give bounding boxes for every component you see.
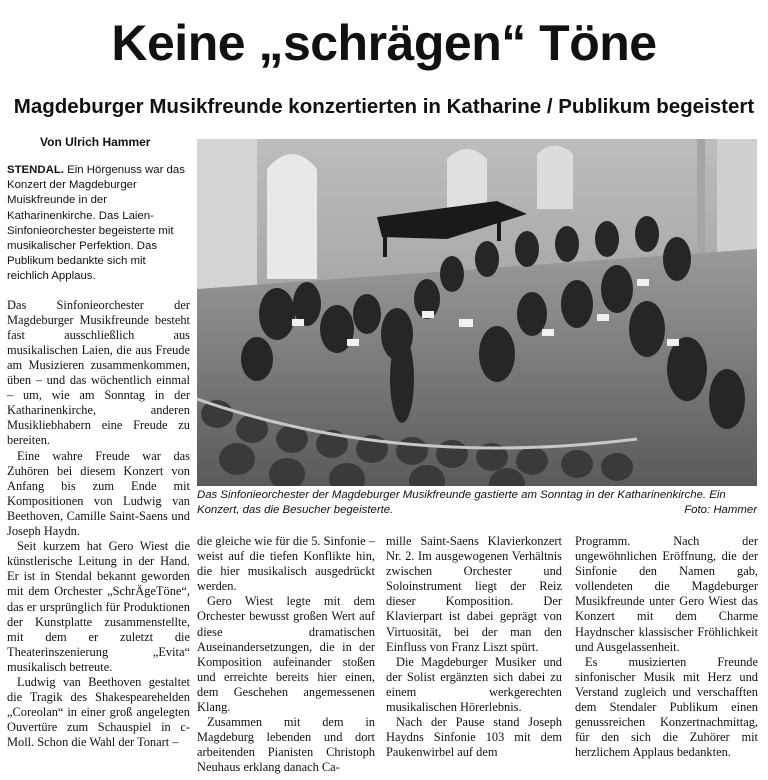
lead-text: Ein Hörgenuss war das Konzert der Magdeburger Muiskfreunde in der Katharinenkirche. Das Laien-Sinfonieorchester begeisterte mit musikalischer Perfektion. Das Publikum bedankte sich mit reichlich Applaus.: [7, 164, 185, 283]
body-paragraph: Ludwig van Beethoven gestaltet die Tragik des Shakespearehelden „Coreolan“ in einer groß angelegten Ouvertüre zum Schauspiel in c-Moll. Schon die Wahl der Tonart –: [7, 674, 190, 750]
body-paragraph: Programm. Nach der ungewöhnlichen Eröffnung, die der Sinfonie den Namen gab, vollendeten die Magdeburger Musikfreunde unter Gero Wiest das Konzert mit dem Charme Haydnscher klassischer Fröhlichkeit und Ausgelassenheit.: [575, 534, 758, 654]
orchestra-photo: [197, 139, 757, 486]
body-paragraph: Zusammen mit dem in Magdeburg lebenden und dort arbeitenden Pianisten Christoph Neuhaus erklang danach Ca-: [197, 715, 375, 775]
column-1: [7, 163, 190, 750]
headline: Keine „schrägen“ Töne: [111, 15, 657, 71]
body-paragraph: Das Sinfonieorchester der Magdeburger Musikfreunde besteht fast ausschließlich aus musikalischen Laien, die aus Freude am Musizieren zusammenkommen, üben – und das wöchentlich einmal – um, wie am Sonntag in der Katharinenkirche, anderen Musikliebhabern eine Freude zu bereiten.: [7, 297, 190, 448]
photo-caption: [197, 488, 757, 517]
dateline: STENDAL.: [7, 164, 64, 176]
column-4: [575, 534, 758, 760]
orchestra-photo-image: [197, 139, 757, 486]
body-paragraph: mille Saint-Saens Klavierkonzert Nr. 2. Im ausgewogenen Verhältnis zwischen Orchester und Soloinstrument liegt der Reiz dieser Komposition. Der Klavierpart ist dabei geprägt von Virtuosität, bei der man den Einfluss von Franz Liszt spürt.: [386, 534, 562, 654]
body-paragraph: Die Magdeburger Musiker und der Solist ergänzten sich dabei zu einem werkgerechten musikalischen Hörerlebnis.: [386, 654, 562, 715]
lead-paragraph: [7, 163, 190, 285]
caption-text: Das Sinfonieorchester der Magdeburger Musikfreunde gastierte am Sonntag in der Katharinenkirche. Ein Konzert, das die Besucher begeisterte.: [197, 489, 726, 516]
byline: Von Ulrich Hammer: [40, 135, 151, 149]
body-paragraph: die gleiche wie für die 5. Sinfonie – weist auf die tiefen Konflikte hin, die hier musikalisch ausgedrückt werden.: [197, 534, 375, 594]
body-paragraph: Nach der Pause stand Joseph Haydns Sinfonie 103 mit dem Paukenwirbel auf dem: [386, 715, 562, 760]
column-3: [386, 534, 562, 760]
body-paragraph: Gero Wiest legte mit dem Orchester bewusst großen Wert auf diese dramatischen Auseinandersetzungen, die in der Komposition aufeinander stoßen und erreichte bereits hier einen, dem Geschehen angemessenen Klang.: [197, 594, 375, 715]
body-paragraph: Es musizierten Freunde sinfonischer Musik mit Herz und Verstand zugleich und verschafften dem Stendaler Publikum einen genussreichen Konzertnachmittag, für den sich die Zuhörer mit herzlichem Applaus bedankten.: [575, 654, 758, 760]
body-paragraph: Eine wahre Freude war das Zuhören bei diesem Konzert von Anfang bis zum Ende mit Kompositionen von Ludwig van Beethoven, Camille Saint-Saens und Joseph Haydn.: [7, 448, 190, 539]
subheadline: Magdeburger Musikfreunde konzertierten in Katharine / Publikum begeistert: [13, 95, 755, 118]
body-paragraph: Seit kurzem hat Gero Wiest die künstlerische Leitung in der Hand. Er ist in Stendal bekannt geworden mit dem Orchester „SchrÄgeTöne“, das er ursprünglich für Produktionen der Kunstplatte zusammenstellte, mit dem er zuletzt die Theaterinszenierung „Evita“ musikalisch betreute.: [7, 539, 190, 674]
photo-credit: Foto: Hammer: [684, 503, 757, 516]
column-2: [197, 534, 375, 776]
